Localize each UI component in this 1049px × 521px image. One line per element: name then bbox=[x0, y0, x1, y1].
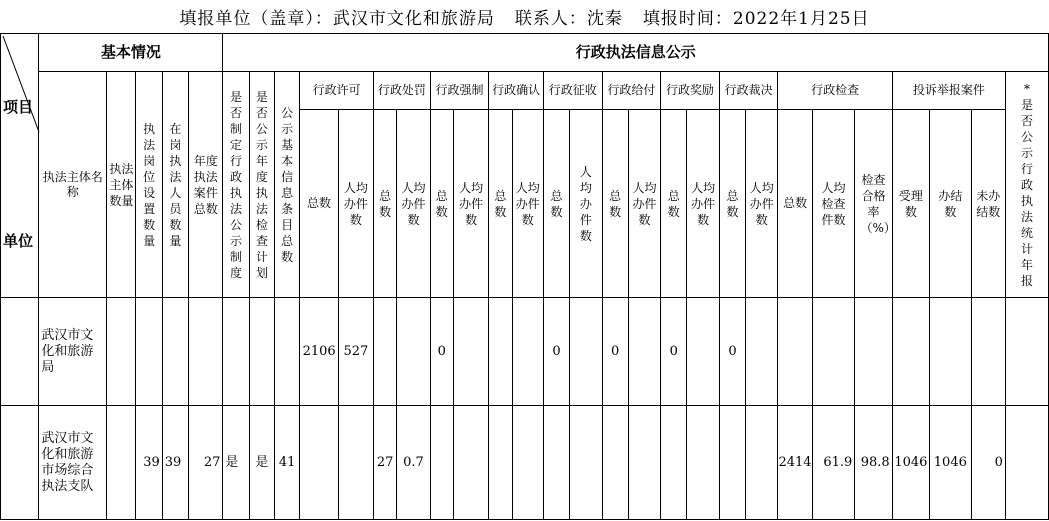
confirm-group-header: 行政确认 bbox=[489, 72, 544, 110]
contact-person: 联系人：沈秦 bbox=[514, 9, 623, 29]
inspect-total-header: 总数 bbox=[778, 110, 812, 298]
levy-group-header: 行政征收 bbox=[543, 72, 602, 110]
enforcement-report-table bbox=[0, 33, 1049, 520]
entity-count-header: 执法主体数量 bbox=[107, 72, 136, 298]
closed-header: 办结数 bbox=[930, 110, 971, 298]
closed-count: 1046 bbox=[930, 406, 971, 520]
plan-value: 是 bbox=[249, 406, 274, 520]
permit-total: 2106 bbox=[300, 298, 338, 406]
corner-label-item: 项目 bbox=[3, 98, 34, 116]
pay-total-header: 总数 bbox=[602, 110, 628, 298]
ruling-total: 0 bbox=[719, 298, 745, 406]
inspect-rate: 98.8 bbox=[855, 406, 892, 520]
accepted-count: 1046 bbox=[892, 406, 929, 520]
permit-avg-header: 人均办件数 bbox=[338, 110, 373, 298]
ruling-total-header: 总数 bbox=[719, 110, 745, 298]
inspect-total: 2414 bbox=[778, 406, 812, 520]
ruling-group-header: 行政裁决 bbox=[719, 72, 778, 110]
table-row bbox=[1, 406, 1049, 520]
system-header: 是否制定行政执法公示制度 bbox=[223, 72, 249, 298]
posts-count: 39 bbox=[136, 406, 162, 520]
info-count-header: 公示基本信息条目总数 bbox=[274, 72, 299, 298]
award-total-header: 总数 bbox=[661, 110, 687, 298]
permit-total-header: 总数 bbox=[300, 110, 338, 298]
inspect-rate-header: 检查合格率（%） bbox=[855, 110, 892, 298]
stat-report-header: *是否公示行政执法统计年报 bbox=[1005, 72, 1048, 298]
complaint-group-header: 投诉举报案件 bbox=[892, 72, 1005, 110]
inspect-avg: 61.9 bbox=[812, 406, 854, 520]
permit-avg: 527 bbox=[338, 298, 373, 406]
levy-total-header: 总数 bbox=[543, 110, 569, 298]
permit-group-header: 行政许可 bbox=[300, 72, 374, 110]
posts-header: 执法岗位设置数量 bbox=[136, 72, 162, 298]
table-row bbox=[1, 298, 1049, 406]
ruling-avg-header: 人均办件数 bbox=[746, 110, 778, 298]
enforce-avg-header: 人均办件数 bbox=[453, 110, 488, 298]
enforce-total: 0 bbox=[430, 298, 453, 406]
award-group-header: 行政奖励 bbox=[661, 72, 720, 110]
annual-cases: 27 bbox=[189, 406, 223, 520]
pending-count: 0 bbox=[971, 406, 1005, 520]
corner-label-unit: 单位 bbox=[3, 232, 34, 250]
entity-name: 武汉市文化和旅游局 bbox=[39, 298, 107, 406]
confirm-total-header: 总数 bbox=[489, 110, 512, 298]
penalty-total-header: 总数 bbox=[374, 110, 397, 298]
award-total: 0 bbox=[661, 298, 687, 406]
plan-header: 是否公示年度执法检查计划 bbox=[249, 72, 274, 298]
basic-info-header: 基本情况 bbox=[39, 34, 223, 72]
system-value: 是 bbox=[223, 406, 249, 520]
filing-date: 填报时间：2022年1月25日 bbox=[642, 9, 870, 29]
confirm-avg-header: 人均办件数 bbox=[512, 110, 543, 298]
entity-name-header: 执法主体名称 bbox=[39, 72, 107, 298]
penalty-avg: 0.7 bbox=[397, 406, 430, 520]
annual-cases-header: 年度执法案件总数 bbox=[189, 72, 223, 298]
pay-total: 0 bbox=[602, 298, 628, 406]
diagonal-line bbox=[1, 34, 39, 298]
pending-header: 未办结数 bbox=[971, 110, 1005, 298]
accepted-header: 受理数 bbox=[892, 110, 929, 298]
pay-avg-header: 人均办件数 bbox=[628, 110, 660, 298]
disclosure-header: 行政执法信息公示 bbox=[223, 34, 1049, 72]
penalty-group-header: 行政处罚 bbox=[374, 72, 431, 110]
report-header bbox=[0, 0, 1049, 33]
inspect-avg-header: 人均检查件数 bbox=[812, 110, 854, 298]
enforce-group-header: 行政强制 bbox=[430, 72, 489, 110]
penalty-avg-header: 人均办件数 bbox=[397, 110, 430, 298]
pay-group-header: 行政给付 bbox=[602, 72, 661, 110]
staff-count: 39 bbox=[162, 406, 188, 520]
enforce-total-header: 总数 bbox=[430, 110, 453, 298]
penalty-total: 27 bbox=[374, 406, 397, 520]
award-avg-header: 人均办件数 bbox=[687, 110, 719, 298]
levy-total: 0 bbox=[543, 298, 569, 406]
inspect-group-header: 行政检查 bbox=[778, 72, 892, 110]
corner-cell bbox=[1, 34, 39, 298]
info-count: 41 bbox=[274, 406, 299, 520]
staff-header: 在岗执法人员数量 bbox=[162, 72, 188, 298]
entity-name: 武汉市文化和旅游市场综合执法支队 bbox=[39, 406, 107, 520]
filing-unit: 填报单位（盖章）：武汉市文化和旅游局 bbox=[179, 9, 495, 29]
levy-avg-header: 人均办件数 bbox=[570, 110, 602, 298]
